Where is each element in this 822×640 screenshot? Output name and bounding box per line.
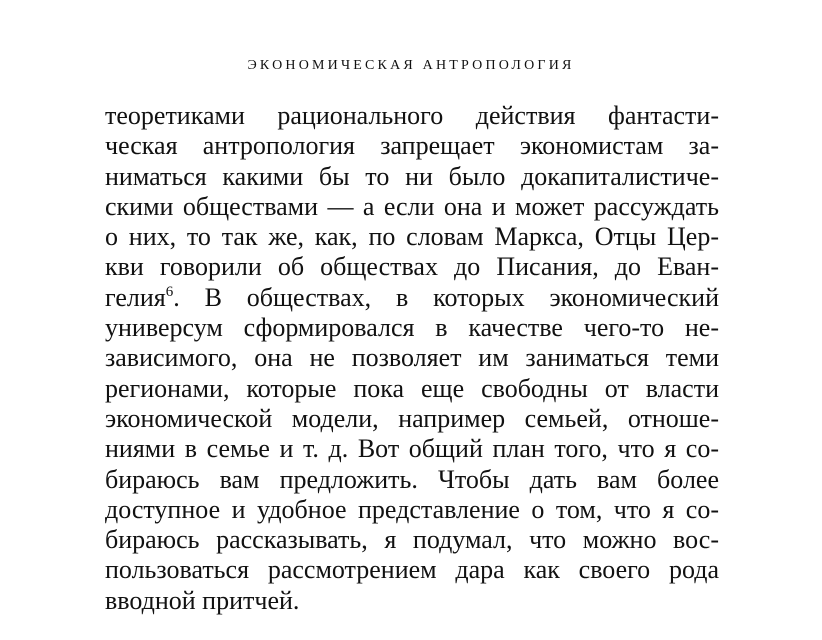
text-line: бираюсь вам предложить. Чтобы дать вам более bbox=[105, 464, 719, 494]
text-segment: гелия bbox=[105, 282, 166, 312]
body-text bbox=[105, 101, 719, 616]
text-line-last: вводной притчей. bbox=[105, 585, 300, 615]
text-line: ниями в семье и т. д. Вот общий план того, что я со- bbox=[105, 434, 719, 464]
footnote-marker[interactable]: 6 bbox=[165, 283, 174, 300]
text-segment: . В обществах, в которых экономический bbox=[173, 282, 719, 312]
text-line: бираюсь рассказывать, я подумал, что можно вос- bbox=[105, 525, 719, 555]
text-line: универсум сформировался в качестве чего-то не- bbox=[105, 313, 719, 343]
text-line-with-footnote bbox=[105, 283, 719, 313]
text-line: регионами, которые пока еще свободны от власти bbox=[105, 373, 719, 403]
text-line: о них, то так же, как, по словам Маркса, Отцы Цер- bbox=[105, 222, 719, 252]
text-line: ческая антропология запрещает экономистам за- bbox=[105, 131, 719, 161]
running-header-title: ЭКОНОМИЧЕСКАЯ АНТРОПОЛОГИЯ bbox=[247, 58, 575, 73]
text-line: доступное и удобное представление о том, что я со- bbox=[105, 494, 719, 524]
text-line: экономической модели, например семьей, отноше- bbox=[105, 403, 719, 433]
text-line: ниматься какими бы то ни было докапиталистиче- bbox=[105, 161, 719, 191]
text-line: пользоваться рассмотрением дара как своего рода bbox=[105, 555, 719, 585]
text-line: скими обществами — а если она и может рассуждать bbox=[105, 191, 719, 221]
text-line: кви говорили об обществах до Писания, до Еван- bbox=[105, 252, 719, 282]
text-line: зависимого, она не позволяет им заниматься теми bbox=[105, 343, 719, 373]
text-line: теоретиками рационального действия фантасти- bbox=[105, 101, 719, 130]
